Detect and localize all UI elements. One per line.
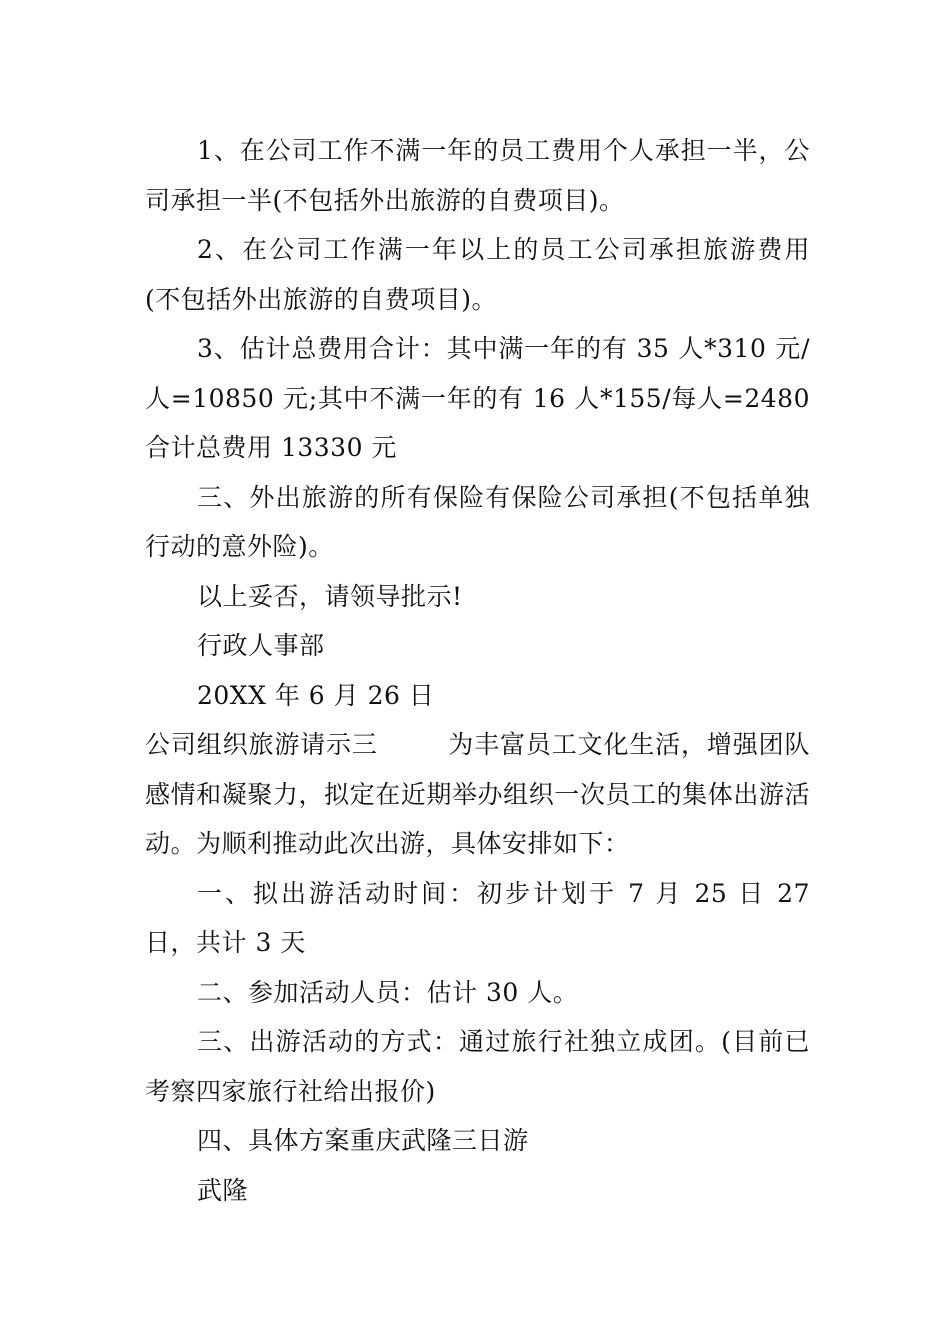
paragraph-cost-estimate: 3、估计总费用合计：其中满一年的有 35 人*310 元/人=10850 元;其中不满一年的有 16 人*155/每人=2480 合计总费用 13330 元 [145,334,810,462]
document-body [145,126,810,1215]
paragraph-cost-rule-2: 2、在公司工作满一年以上的员工公司承担旅游费用(不包括外出旅游的自费项目)。 [145,235,810,314]
paragraph-wulong: 武隆 [197,1175,249,1205]
paragraph-activity-time: 一、拟出游活动时间：初步计划于 7 月 25 日 27 日，共计 3 天 [145,878,810,957]
paragraph-date: 20XX 年 6 月 26 日 [197,680,435,710]
paragraph-specific-plan: 四、具体方案重庆武隆三日游 [197,1126,529,1155]
paragraph-insurance: 三、外出旅游的所有保险有保险公司承担(不包括单独行动的意外险)。 [145,482,810,561]
paragraph-cost-rule-1: 1、在公司工作不满一年的员工费用个人承担一半，公司承担一半(不包括外出旅游的自费项目)。 [145,136,810,215]
paragraph-department: 行政人事部 [197,631,325,660]
paragraph-participants: 二、参加活动人员：估计 30 人。 [197,977,579,1007]
paragraph-activity-method: 三、出游活动的方式：通过旅行社独立成团。(目前已考察四家旅行社给出报价) [145,1027,810,1106]
paragraph-request-three-intro: 公司组织旅游请示三 为丰富员工文化生活，增强团队感情和凝聚力，拟定在近期举办组织一次员工的集体出游活动。为顺利推动此次出游，具体安排如下： [145,730,810,858]
paragraph-approval-request: 以上妥否，请领导批示! [197,581,463,611]
